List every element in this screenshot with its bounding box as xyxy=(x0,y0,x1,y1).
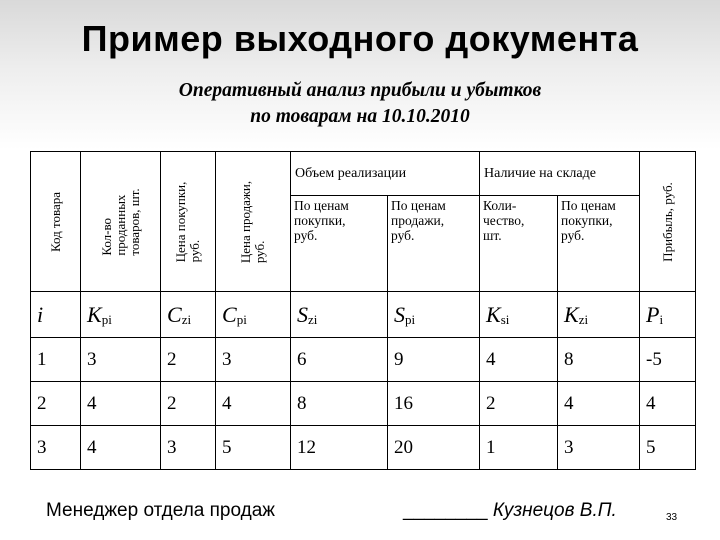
cell-qty-sold: 3 xyxy=(81,338,161,382)
cell-sales-by-sell: 20 xyxy=(388,426,480,470)
cell-buy-price: 2 xyxy=(161,338,216,382)
cell-stock-by-buy: 3 xyxy=(558,426,640,470)
cell-stock-by-buy: 8 xyxy=(558,338,640,382)
page-number: 33 xyxy=(666,512,678,523)
table-row xyxy=(31,338,696,382)
header-buy-price: Цена покупки, руб. xyxy=(161,152,216,292)
cell-code: 2 xyxy=(31,382,81,426)
table-row xyxy=(31,382,696,426)
cell-sell-price: 5 xyxy=(216,426,291,470)
subtitle-line-1: Оперативный анализ прибыли и убытков xyxy=(178,80,542,101)
cell-sell-price: 3 xyxy=(216,338,291,382)
header-stock-by-buy-price: По ценам покупки, руб. xyxy=(558,196,640,292)
symbol-cell: Cpi xyxy=(216,292,291,338)
cell-sales-by-buy: 12 xyxy=(291,426,388,470)
cell-code: 3 xyxy=(31,426,81,470)
cell-buy-price: 3 xyxy=(161,426,216,470)
cell-stock-qty: 4 xyxy=(480,338,558,382)
document-subtitle xyxy=(80,78,640,130)
manager-signature xyxy=(403,500,617,522)
cell-sell-price: 4 xyxy=(216,382,291,426)
header-sales-volume: Объем реализации xyxy=(291,152,480,196)
table-row xyxy=(31,426,696,470)
header-sales-by-sell-price: По ценам продажи, руб. xyxy=(388,196,480,292)
symbol-cell: Kzi xyxy=(558,292,640,338)
header-stock-qty: Коли- чество, шт. xyxy=(480,196,558,292)
signature-line: ________ xyxy=(403,500,488,521)
profit-loss-table xyxy=(30,151,696,470)
header-sales-by-buy-price: По ценам покупки, руб. xyxy=(291,196,388,292)
manager-name: Кузнецов В.П. xyxy=(492,500,617,521)
cell-stock-qty: 2 xyxy=(480,382,558,426)
symbol-cell: Czi xyxy=(161,292,216,338)
cell-stock-by-buy: 4 xyxy=(558,382,640,426)
symbol-cell: Szi xyxy=(291,292,388,338)
symbols-row xyxy=(31,292,696,338)
manager-role: Менеджер отдела продаж xyxy=(46,500,276,521)
page-title: Пример выходного документа xyxy=(81,18,639,59)
cell-buy-price: 2 xyxy=(161,382,216,426)
cell-profit: 4 xyxy=(640,382,696,426)
subtitle-line-2: по товарам на 10.10.2010 xyxy=(250,106,470,127)
symbol-cell: Pi xyxy=(640,292,696,338)
symbol-cell: Kpi xyxy=(81,292,161,338)
header-stock: Наличие на складе xyxy=(480,152,640,196)
header-sell-price: Цена продажи, руб. xyxy=(216,152,291,292)
cell-qty-sold: 4 xyxy=(81,426,161,470)
header-profit: Прибыль, руб. xyxy=(640,152,696,292)
cell-stock-qty: 1 xyxy=(480,426,558,470)
symbol-cell: i xyxy=(31,292,81,338)
header-row-1 xyxy=(31,152,696,196)
cell-sales-by-sell: 16 xyxy=(388,382,480,426)
symbol-cell: Spi xyxy=(388,292,480,338)
cell-code: 1 xyxy=(31,338,81,382)
cell-sales-by-buy: 8 xyxy=(291,382,388,426)
symbol-cell: Ksi xyxy=(480,292,558,338)
cell-sales-by-buy: 6 xyxy=(291,338,388,382)
cell-profit: -5 xyxy=(640,338,696,382)
cell-sales-by-sell: 9 xyxy=(388,338,480,382)
cell-qty-sold: 4 xyxy=(81,382,161,426)
header-qty-sold: Кол-во проданных товаров, шт. xyxy=(81,152,161,292)
header-code: Код товара xyxy=(31,152,81,292)
cell-profit: 5 xyxy=(640,426,696,470)
